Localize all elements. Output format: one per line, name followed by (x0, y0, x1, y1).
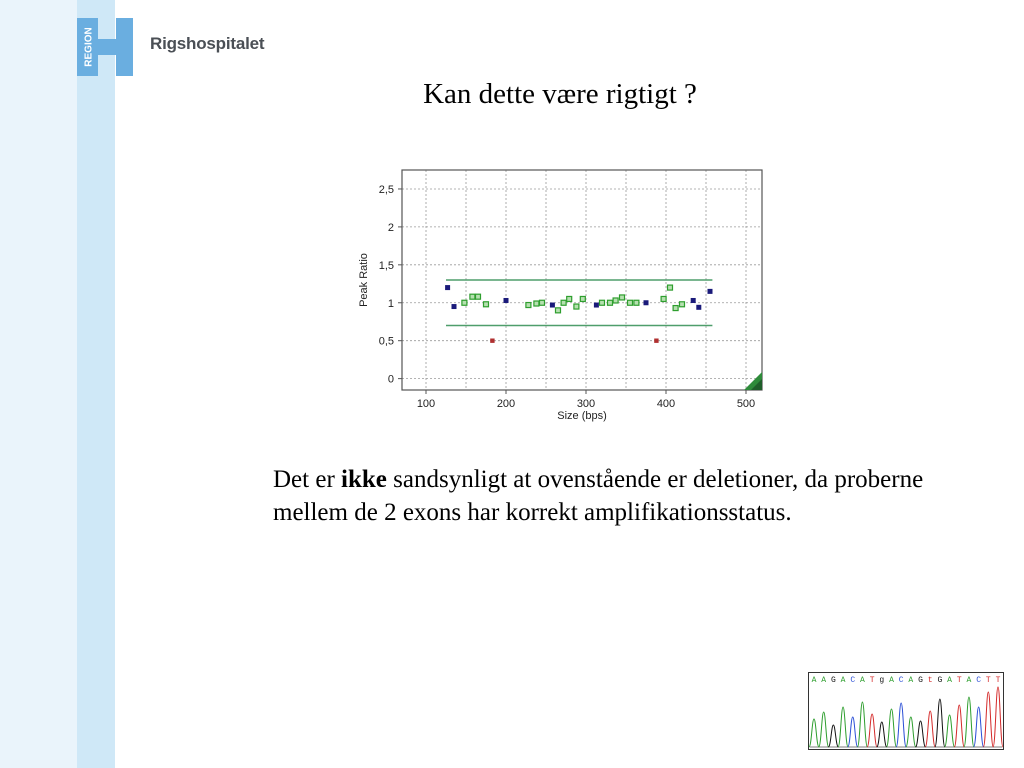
data-point (550, 303, 555, 308)
x-tick-label: 500 (736, 398, 756, 410)
sequence-base: G (918, 676, 923, 685)
trace-frame (809, 673, 1004, 750)
sequence-base: t (927, 676, 933, 685)
data-point (661, 296, 666, 301)
data-point (608, 300, 613, 305)
data-point (668, 285, 673, 290)
data-point (580, 296, 585, 301)
data-point (567, 296, 572, 301)
x-tick-label: 200 (496, 398, 516, 410)
sequence-base: G (937, 676, 943, 685)
data-point (534, 301, 539, 306)
sequence-base: A (889, 676, 894, 685)
y-tick-label: 0,5 (378, 335, 394, 348)
data-point (484, 302, 489, 307)
data-point (628, 300, 633, 305)
sequence-base: g (879, 676, 885, 685)
text-emphasis: ikke (341, 466, 387, 493)
sequence-base: T (985, 676, 991, 685)
data-point (691, 298, 696, 303)
sequence-base: C (850, 676, 856, 685)
sequence-base: C (898, 676, 904, 685)
sequence-base: A (947, 676, 952, 685)
data-point (462, 300, 467, 305)
logo-right-bar (116, 18, 133, 76)
sequence-base: A (811, 676, 817, 685)
data-point (594, 303, 599, 308)
data-point (600, 300, 605, 305)
peak-ratio-chart (350, 160, 770, 430)
dna-sequence-trace-image (808, 672, 1004, 750)
data-point (680, 302, 685, 307)
sequence-base: A (860, 676, 865, 685)
data-point (561, 300, 566, 305)
data-point (654, 338, 658, 342)
x-tick-label: 300 (576, 398, 596, 410)
sequence-base: T (956, 676, 962, 685)
data-point (490, 338, 494, 342)
data-point (504, 298, 509, 303)
left-decor-stripe (0, 0, 77, 768)
y-tick-label: 2,5 (378, 183, 394, 196)
y-tick-label: 1,5 (378, 259, 394, 272)
x-axis-label: Size (bps) (557, 410, 607, 422)
left-decor-stripe-dark (77, 0, 115, 768)
data-point (452, 304, 457, 309)
data-point (620, 295, 625, 300)
data-point (613, 298, 618, 303)
data-point (673, 306, 678, 311)
data-point (556, 308, 561, 313)
y-tick-label: 0 (387, 373, 394, 386)
data-point (574, 304, 579, 309)
sequence-base: A (966, 676, 972, 685)
sequence-base: A (840, 676, 846, 685)
y-tick-label: 1 (387, 297, 394, 310)
data-point (526, 303, 531, 308)
sequence-base: A (908, 676, 914, 685)
data-point (470, 294, 475, 299)
data-point (445, 285, 450, 290)
sequence-base: T (995, 676, 1001, 685)
logo-region-text: REGION (83, 27, 95, 67)
brand-name: Rigshospitalet (150, 34, 265, 53)
y-axis-label: Peak Ratio (358, 253, 370, 307)
sequence-base: G (830, 676, 836, 685)
region-h-logo (77, 18, 133, 76)
x-tick-label: 400 (656, 398, 676, 410)
text-after: sandsynligt at ovenstående er deletioner, da proberne mellem de 2 exons har korrekt amplifikationsstatus. (273, 466, 924, 526)
data-point (634, 300, 639, 305)
sequence-base: A (821, 676, 827, 685)
text-before: Det er (273, 466, 342, 493)
data-point (696, 305, 701, 310)
sequence-base: C (976, 676, 982, 685)
x-tick-label: 100 (416, 398, 436, 410)
data-point (708, 289, 713, 294)
data-point (476, 294, 481, 299)
y-tick-label: 2 (387, 221, 394, 234)
data-point (540, 300, 545, 305)
sequence-base: T (869, 676, 875, 685)
explanation-text (273, 463, 973, 529)
slide-title: Kan dette være rigtigt ? (423, 78, 697, 110)
logo-crossbar (98, 39, 116, 55)
data-point (644, 300, 649, 305)
